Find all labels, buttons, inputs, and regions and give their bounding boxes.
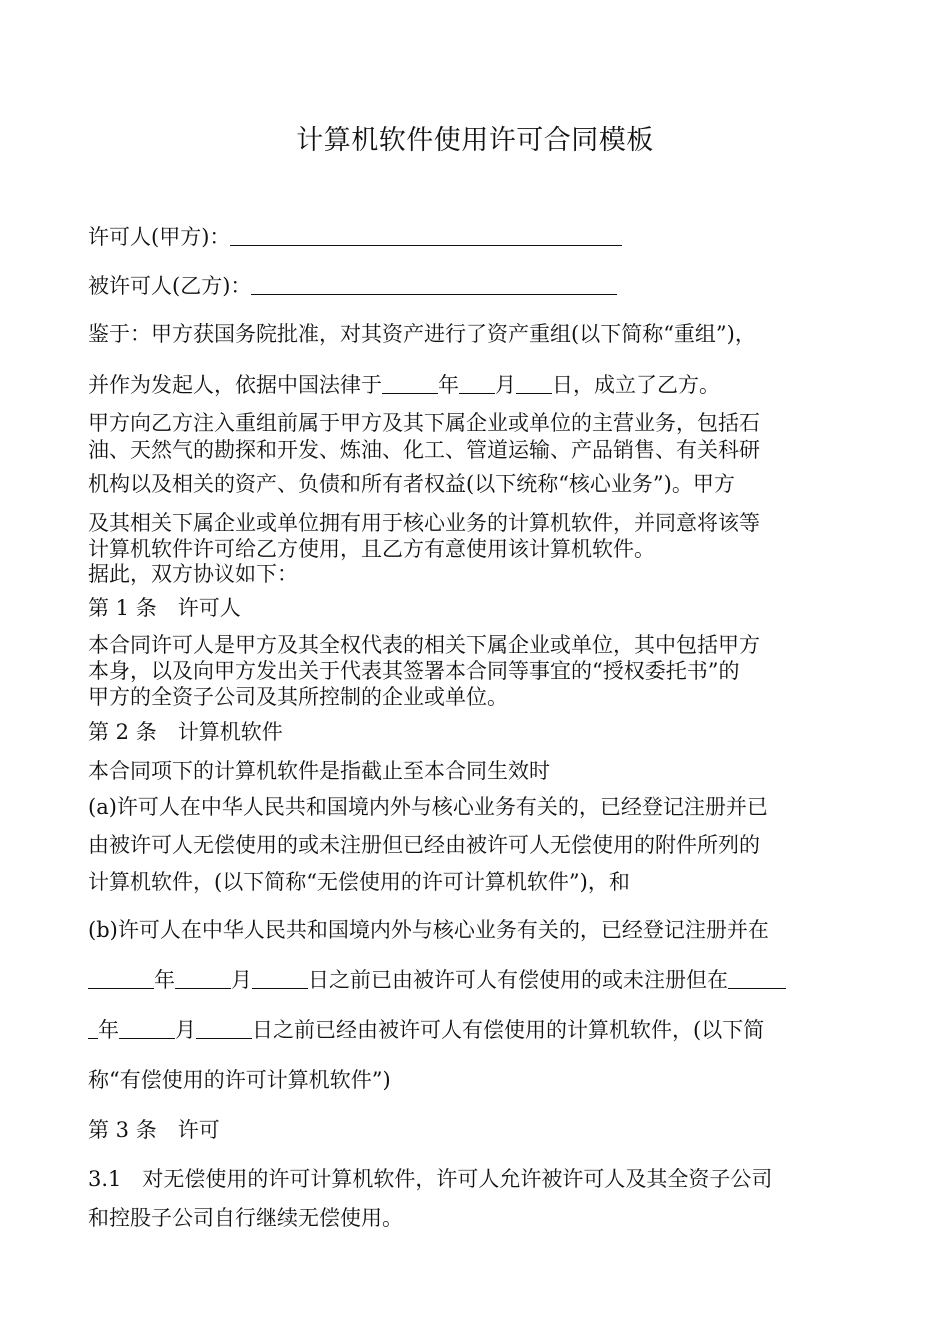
article-body-line: 甲方的全资子公司及其所控制的企业或单位。 <box>88 685 508 709</box>
article-body-line: 本合同许可人是甲方及其全权代表的相关下属企业或单位，其中包括甲方 <box>88 633 760 657</box>
recital-line: 据此，双方协议如下： <box>88 562 298 586</box>
licensor-line <box>88 227 622 248</box>
article-body-line: 由被许可人无偿使用的或未注册但已经由被许可人无偿使用的附件所列的 <box>88 833 760 857</box>
article-body-line: (a)许可人在中华人民共和国境内外与核心业务有关的，已经登记注册并已 <box>88 795 768 819</box>
recital-line: 并作为发起人，依据中国法律于 年 月 日，成立了乙方。 <box>88 373 720 397</box>
article-body-line: 3.1 对无偿使用的许可计算机软件，许可人允许被许可人及其全资子公司 <box>88 1167 773 1191</box>
article-body-line: (b)许可人在中华人民共和国境内外与核心业务有关的，已经登记注册并在 <box>88 918 769 942</box>
article-body-line: 和控股子公司自行继续无偿使用。 <box>88 1206 403 1230</box>
article-body-line: 年 月 日之前已经由被许可人有偿使用的计算机软件，(以下简 <box>88 1020 764 1041</box>
article-heading: 第 3 条 许可 <box>88 1118 220 1142</box>
licensee-line <box>88 276 617 297</box>
recital-line: 油、天然气的勘探和开发、炼油、化工、管道运输、产品销售、有关科研 <box>88 438 760 462</box>
recital-line: 鉴于：甲方获国务院批准，对其资产进行了资产重组(以下简称“重组”)， <box>88 322 756 346</box>
licensor-label: 许可人(甲方)： <box>88 225 231 249</box>
licensee-label: 被许可人(乙方)： <box>88 274 252 298</box>
article-body-line: 年 月 日之前已由被许可人有偿使用的或未注册但在 <box>88 970 786 991</box>
recital-line: 计算机软件许可给乙方使用，且乙方有意使用该计算机软件。 <box>88 537 655 561</box>
recital-line: 及其相关下属企业或单位拥有用于核心业务的计算机软件，并同意将该等 <box>88 511 760 535</box>
article-body-line: 计算机软件，(以下简称“无偿使用的许可计算机软件”)，和 <box>88 870 630 894</box>
article-body-line: 本合同项下的计算机软件是指截止至本合同生效时 <box>88 759 550 783</box>
article-heading: 第 1 条 许可人 <box>88 596 241 620</box>
article-body-line: 本身，以及向甲方发出关于代表其签署本合同等事宜的“授权委托书”的 <box>88 659 740 683</box>
document-title: 计算机软件使用许可合同模板 <box>296 125 654 156</box>
article-heading: 第 2 条 计算机软件 <box>88 720 283 744</box>
recital-line: 机构以及相关的资产、负债和所有者权益(以下统称“核心业务”)。甲方 <box>88 472 735 496</box>
recital-line: 甲方向乙方注入重组前属于甲方及其下属企业或单位的主营业务，包括石 <box>88 411 760 435</box>
article-body-line: 称“有偿使用的许可计算机软件”) <box>88 1068 391 1092</box>
licensee-blank <box>251 293 617 295</box>
licensor-blank <box>230 244 622 246</box>
